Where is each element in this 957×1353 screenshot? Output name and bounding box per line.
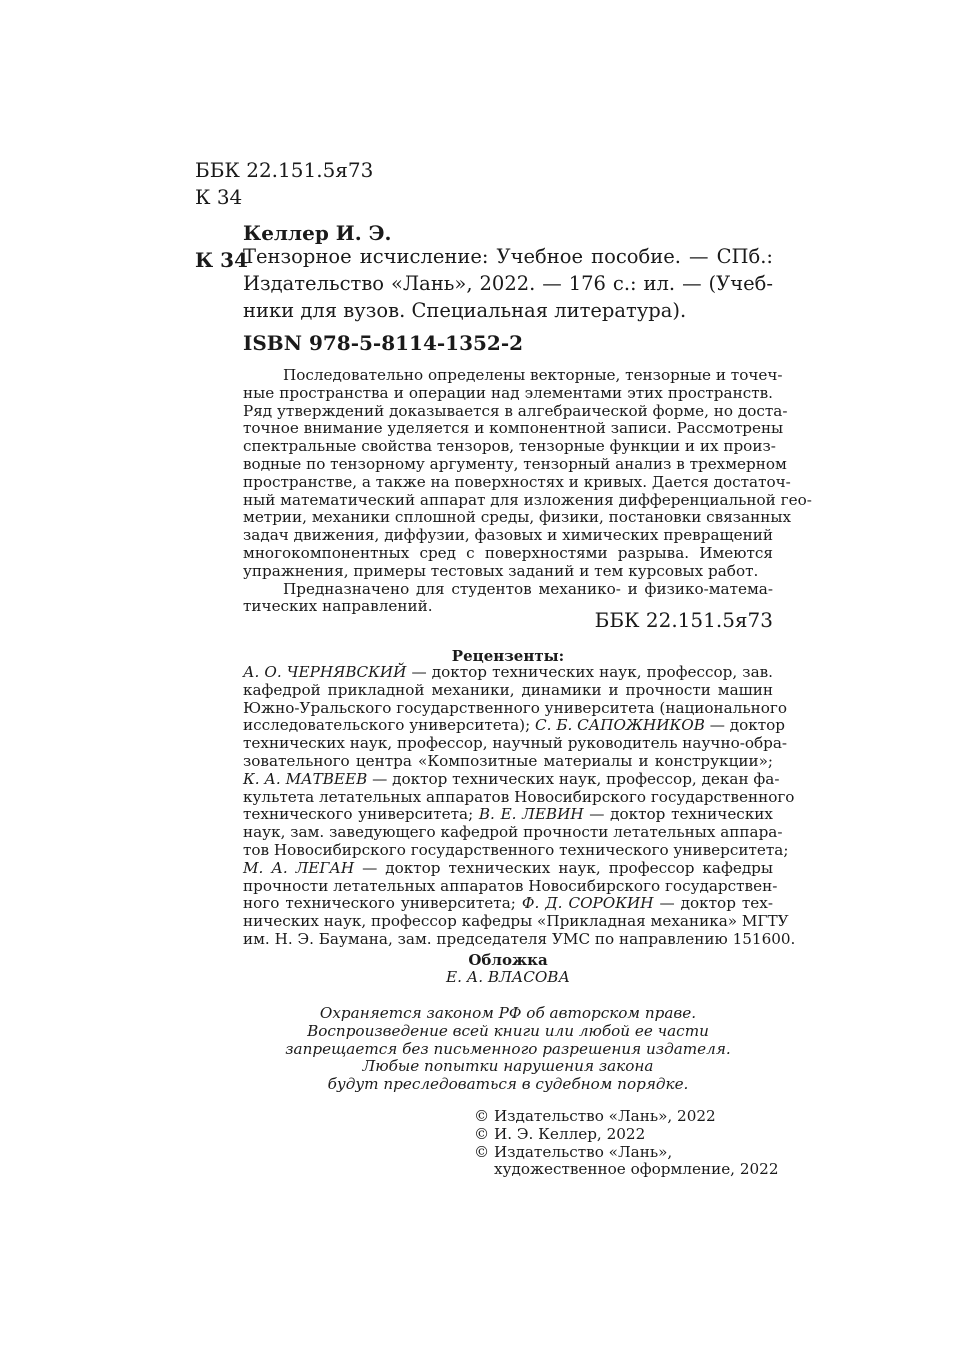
bbk-code: ББК 22.151.5я73: [195, 158, 374, 182]
notice-line: запрещается без письменного разрешения издателя.: [285, 1039, 731, 1058]
isbn: ISBN 978-5-8114-1352-2: [243, 331, 524, 355]
purpose-line: Предназначено для студентов механико- и физико-матема-: [283, 579, 773, 598]
abstract-line: ные пространства и операции над элементами этих пространств.: [243, 383, 773, 402]
reviewers-heading: Рецензенты:: [451, 647, 565, 665]
bibliographic-description: [243, 243, 773, 324]
bbk-header: [195, 157, 373, 211]
reviewer-name: А. О. ЧЕРНЯВСКИЙ: [243, 663, 407, 681]
copyright-continuation: художественное оформление, 2022: [494, 1160, 779, 1179]
cover-heading: Обложка: [468, 951, 548, 969]
reviewer-line: тов Новосибирского государственного технического университета;: [243, 840, 789, 859]
copyright-icon: ©: [474, 1142, 490, 1161]
abstract-line: упражнения, примеры тестовых заданий и тем курсовых работ.: [243, 561, 759, 580]
reviewer-line: прочности летательных аппаратов Новосибирского государствен-: [243, 876, 778, 895]
reviewer-line: наук, зам. заведующего кафедрой прочности летательных аппара-: [243, 823, 783, 842]
purpose-line: тических направлений.: [243, 597, 433, 616]
reviewer-name: К. А. МАТВЕЕВ: [243, 769, 368, 788]
reviewer-line: К. А. МАТВЕЕВ — доктор технических наук, профессор, декан фа-: [243, 769, 780, 788]
reviewer-name: В. Е. ЛЕВИН: [478, 805, 584, 824]
reviewer-line: А. О. ЧЕРНЯВСКИЙ — доктор технических наук, профессор, зав.: [243, 663, 773, 681]
title-line: Тензорное исчисление: Учебное пособие. — СПб.:: [243, 245, 773, 268]
cover-designer: Е. А. ВЛАСОВА: [446, 968, 570, 986]
copyright-row: © Издательство «Лань»,: [474, 1142, 673, 1161]
reviewer-line: им. Н. Э. Баумана, зам. председателя УМС по направлению 151600.: [243, 929, 796, 948]
copyright-holders: [474, 1108, 779, 1179]
title-line: Издательство «Лань», 2022. — 176 с.: ил. — (Учеб-: [243, 272, 773, 295]
title-line: ники для вузов. Специальная литература).: [243, 299, 687, 322]
copyright-notice: [243, 1005, 773, 1094]
abstract-line: спектральные свойства тензоров, тензорные функции и их произ-: [243, 437, 776, 456]
reviewer-line: нических наук, профессор кафедры «Прикладная механика» МГТУ: [243, 912, 789, 931]
copyright-row: © И. Э. Келлер, 2022: [474, 1124, 646, 1143]
abstract: [243, 366, 812, 616]
notice-line: Воспроизведение всей книги или любой ее части: [307, 1021, 709, 1040]
abstract-line: метрии, механики сплошной среды, физики, постановки связанных: [243, 508, 792, 527]
notice-line: Любые попытки нарушения закона: [362, 1057, 654, 1076]
reviewers-list: [243, 663, 796, 949]
reviewer-line: технических наук, профессор, научный руководитель научно-обра-: [243, 734, 788, 753]
reviewer-line: технического университета; В. Е. ЛЕВИН — доктор технических: [243, 805, 773, 824]
abstract-line: Последовательно определены векторные, тензорные и точеч-: [283, 366, 783, 384]
reviewer-name: М. А. ЛЕГАН: [243, 858, 355, 877]
bbk-code-footer: ББК 22.151.5я73: [594, 608, 773, 632]
reviewer-line: культета летательных аппаратов Новосибирского государственного: [243, 787, 795, 806]
reviewer-line: кафедрой прикладной механики, динамики и прочности машин: [243, 680, 773, 699]
entry-author-mark: К 34: [195, 248, 248, 272]
abstract-line: Ряд утверждений доказывается в алгебраической форме, но доста-: [243, 401, 788, 420]
copyright-icon: ©: [474, 1107, 490, 1125]
reviewer-name: Ф. Д. СОРОКИН: [521, 894, 654, 913]
abstract-line: водные по тензорному аргументу, тензорный анализ в трехмерном: [243, 454, 787, 473]
abstract-line: пространстве, а также на поверхностях и кривых. Дается достаточ-: [243, 472, 791, 491]
abstract-line: точное внимание уделяется и компонентной записи. Рассмотрены: [243, 419, 784, 438]
reviewer-name: С. Б. САПОЖНИКОВ: [535, 716, 705, 735]
notice-line: будут преследоваться в судебном порядке.: [327, 1075, 689, 1094]
reviewer-line: Южно-Уральского государственного университета (национального: [243, 698, 788, 717]
author-name: Келлер И. Э.: [243, 221, 392, 245]
reviewer-line: исследовательского университета); С. Б. САПОЖНИКОВ — доктор: [243, 716, 785, 735]
notice-line: Охраняется законом РФ об авторском праве.: [319, 1004, 697, 1022]
reviewer-line: зовательного центра «Композитные материалы и конструкции»;: [243, 751, 773, 770]
copyright-row: © Издательство «Лань», 2022: [474, 1107, 716, 1125]
reviewer-line: М. А. ЛЕГАН — доктор технических наук, профессор кафедры: [243, 858, 773, 877]
copyright-icon: ©: [474, 1124, 490, 1143]
abstract-line: ный математический аппарат для изложения дифференциальной гео-: [243, 490, 812, 509]
abstract-line: задач движения, диффузии, фазовых и химических превращений: [243, 526, 773, 545]
abstract-line: многокомпонентных сред с поверхностями разрыва. Имеются: [243, 543, 773, 562]
author-mark: К 34: [195, 185, 243, 209]
reviewer-line: ного технического университета; Ф. Д. СОРОКИН — доктор тех-: [243, 894, 773, 913]
